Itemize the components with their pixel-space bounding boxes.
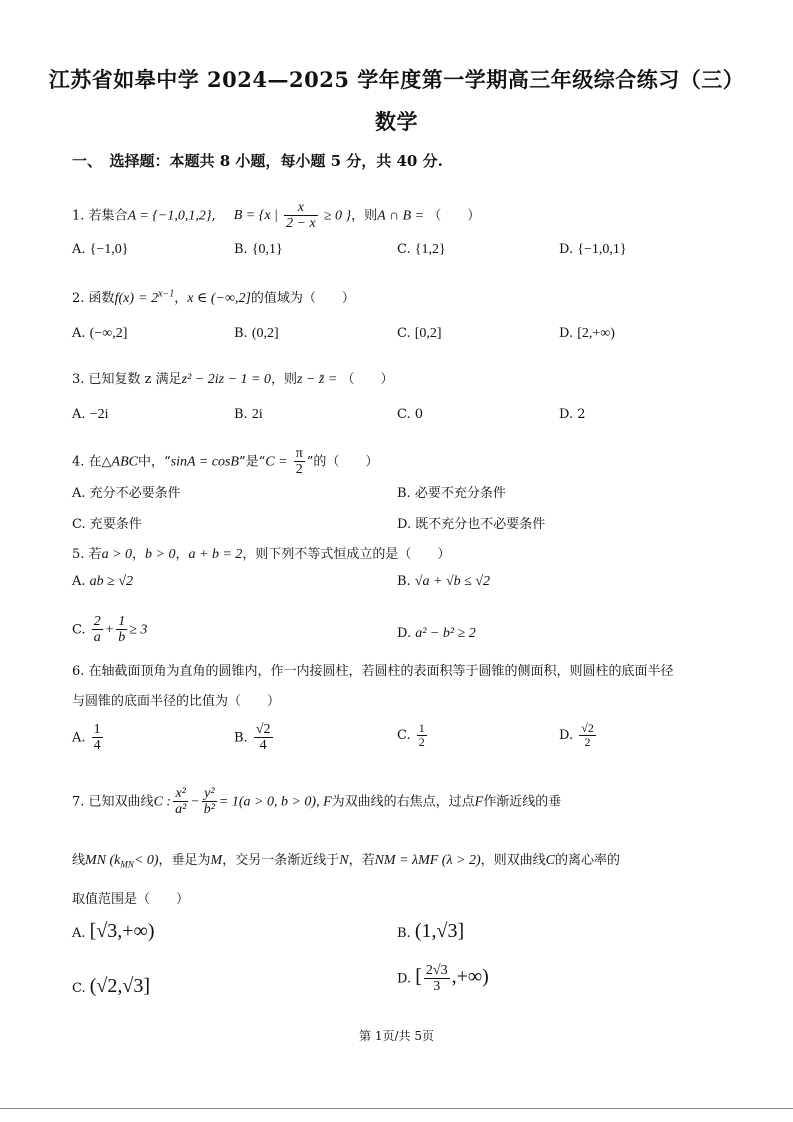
q5-option-a[interactable]: A. ab ≥ √2 — [72, 574, 134, 589]
question-2: 2. 函数$f(x) = 2^{x-1}$，x ∈ (−∞,2]的值域为（ ） — [72, 288, 355, 306]
q1-option-d[interactable]: D. {−1,0,1} — [559, 242, 627, 257]
q5-option-d[interactable]: D. a² − b² ≥ 2 — [397, 626, 476, 641]
q4-option-b[interactable]: B. 必要不充分条件 — [397, 486, 506, 501]
question-4: 4. 在△ABC中，“sinA = cosB”是“C = $\frac{\pi}{2}$ ”的（ ） — [72, 446, 379, 478]
q3-option-a[interactable]: A. −2i — [72, 407, 109, 422]
q6-option-c[interactable]: C. $\frac{1}{2}$ — [397, 721, 425, 750]
q1-option-a[interactable]: A. {−1,0} — [72, 242, 129, 257]
q7-option-b[interactable]: B. (1,√3] — [397, 920, 465, 942]
bottom-divider — [0, 1108, 793, 1109]
section-heading: 一、 选择题：本题共 8 小题，每小题 5 分，共 40 分. — [72, 152, 443, 170]
q2-option-a[interactable]: A. (−∞,2] — [72, 326, 128, 341]
subject-title: 数学 — [375, 109, 418, 134]
q6-option-a[interactable]: A. $\frac{1}{4}$ — [72, 722, 101, 754]
q1-option-b[interactable]: B. {0,1} — [234, 242, 283, 257]
q7-option-d[interactable]: D. [ $\frac{2√3}{3}$ ,+∞) — [397, 963, 489, 995]
q6-option-d[interactable]: D. $\frac{√2}{2}$ — [559, 721, 594, 750]
q2-option-d[interactable]: D. [2,+∞) — [559, 326, 615, 341]
question-3: 3. 已知复数 z 满足z² − 2iz − 1 = 0，则z − z̄ = （ ） — [72, 372, 394, 387]
document-title: 江苏省如皋中学 2024—2025 学年度第一学期高三年级综合练习（三） — [48, 67, 745, 92]
q2-option-b[interactable]: B. (0,2] — [234, 326, 279, 341]
question-7-line2: 线MN $(k_{MN}< 0)$，垂足为M，交另一条渐近线于N，若NM = λMF (λ > 2)，则双曲线C的离心率的 — [72, 853, 621, 870]
q4-option-d[interactable]: D. 既不充分也不必要条件 — [397, 517, 546, 532]
q6-option-b[interactable]: B. $\frac{√2}{4}$ — [234, 722, 271, 754]
q5-option-b[interactable]: B. √a + √b ≤ √2 — [397, 574, 491, 589]
q7-option-a[interactable]: A. [√3,+∞) — [72, 920, 155, 942]
q5-option-c[interactable]: C. $\frac{2}{a}$ + $\frac{1}{b}$ ≥ 3 — [72, 614, 148, 646]
q3-option-b[interactable]: B. 2i — [234, 407, 263, 422]
question-7-line3: 取值范围是（ ） — [72, 892, 190, 907]
page-footer: 第 1页/共 5页 — [359, 1029, 434, 1043]
question-7-line1: 7. 已知双曲线C : $\frac{\text{x²}}{\text{a²}}$ − $\frac{\text{y²}}{\text{b²}}$ = 1(a > 0, b > 0), F为双曲线的右焦点，过点F作渐近线的垂 — [72, 786, 562, 818]
question-5: 5. 若a > 0，b > 0，a + b = 2，则下列不等式恒成立的是（ ） — [72, 547, 451, 562]
q4-option-c[interactable]: C. 充要条件 — [72, 517, 142, 532]
question-6-line2: 与圆锥的底面半径的比值为（ ） — [72, 694, 281, 709]
q3-option-c[interactable]: C. 0 — [397, 407, 424, 422]
q4-option-a[interactable]: A. 充分不必要条件 — [72, 486, 181, 501]
q3-option-d[interactable]: D. 2 — [559, 407, 586, 422]
q2-option-c[interactable]: C. [0,2] — [397, 326, 442, 341]
q7-option-c[interactable]: C. (√2,√3] — [72, 975, 151, 997]
q1-option-c[interactable]: C. {1,2} — [397, 242, 446, 257]
question-1: 1. 若集合A = {−1,0,1,2}, B = {x | $\frac{x}{2 - x}$ ≥ 0 }，则A ∩ B = （ ） — [72, 200, 481, 232]
question-6-line1: 6. 在轴截面顶角为直角的圆锥内，作一内接圆柱，若圆柱的表面积等于圆锥的侧面积，则圆柱的底面半径 — [72, 664, 674, 679]
